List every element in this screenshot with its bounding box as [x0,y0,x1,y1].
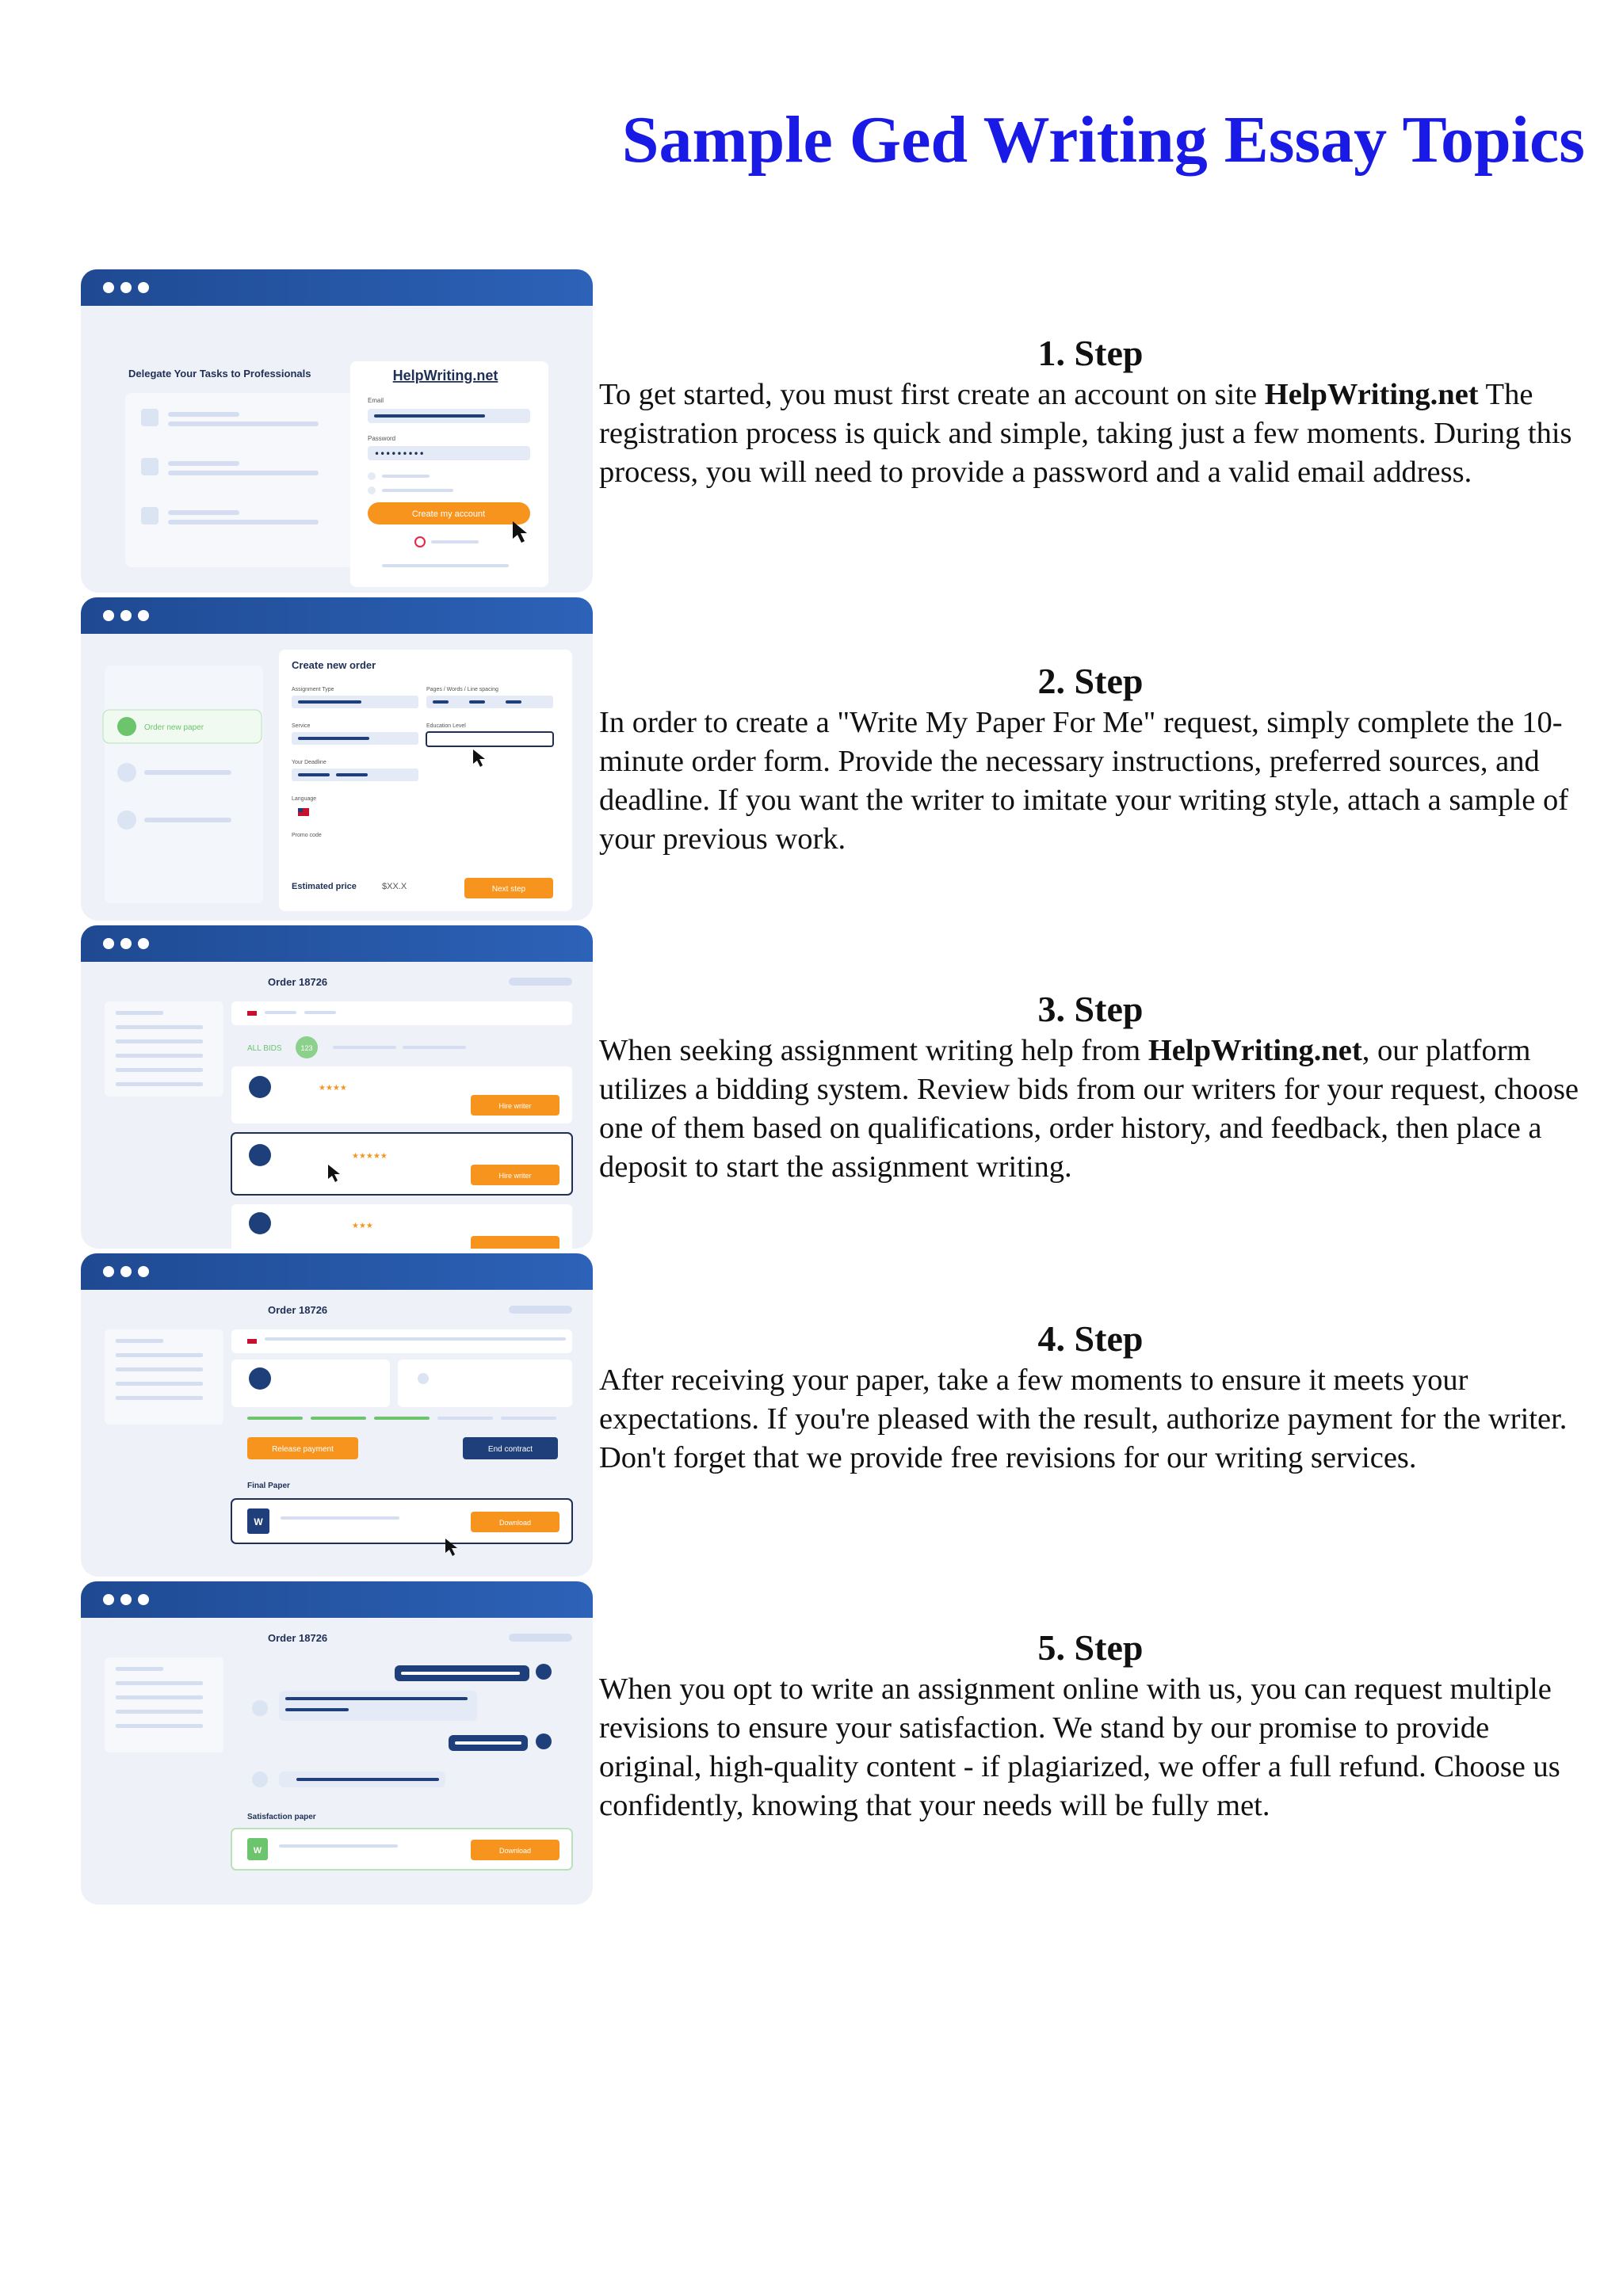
brand-link[interactable]: HelpWriting.net [1148,1034,1362,1067]
bids-order: Order 18726 [268,976,328,988]
svg-text:Release payment: Release payment [272,1445,334,1454]
chat-screenshot [81,1581,593,1905]
svg-text:End contract: End contract [487,1445,533,1454]
login-heading: Delegate Your Tasks to Professionals [128,368,311,379]
create-account-label: Create my account [411,509,486,519]
svg-text:W: W [253,1846,262,1855]
svg-text:Promo code: Promo code [292,833,322,838]
education-select[interactable] [426,732,553,746]
page-title: Sample Ged Writing Essay Topics [621,103,1585,177]
window-bar [81,597,593,634]
avatar [536,1733,552,1749]
window-bar [81,269,593,306]
svg-text:Assignment Type: Assignment Type [292,687,334,692]
order-form-illustration [81,634,593,921]
window-bar [81,925,593,962]
svg-text:Estimated price: Estimated price [292,882,357,891]
svg-text:Language: Language [292,796,317,802]
svg-text:W: W [254,1516,263,1527]
svg-text:Your Deadline: Your Deadline [292,760,327,765]
bids-screenshot [81,925,593,1249]
step-heading: 2. Step [1037,661,1144,701]
step-text: When seeking assignment writing help from HelpWriting.net, our platform utilizes a bidding system. Review bids from our writers for your request, choose one of them based on qualifications, order history, and feedback, then place a deposit to start the assignment writing. [599,1034,1579,1184]
step-heading: 3. Step [1037,989,1144,1029]
step-text: After receiving your paper, take a few moments to ensure it meets your expectations. If you're pleased with the result, authorize payment for the writer. Don't forget that we provide free revisions for our writing services. [599,1363,1568,1474]
step-3 [599,987,1582,1187]
svg-text:Hire writer: Hire writer [498,1102,532,1110]
svg-text:★★★★★: ★★★★★ [352,1152,388,1161]
window-bar [81,1581,593,1618]
svg-text:Education Level: Education Level [426,723,466,729]
password-mask: ••••••••• [374,448,425,460]
svg-text:Service: Service [292,723,311,729]
svg-text:Order 18726: Order 18726 [268,1304,328,1316]
svg-text:Next step: Next step [491,885,526,894]
step-text: In order to create a "Write My Paper For Me" request, simply complete the 10-minute order form. Provide the necessary instructions, preferred sources, and deadline. If you want the writer to imitate your writing style, attach a sample of your previous work. [599,706,1569,856]
step-text: To get started, you must first create an account on site HelpWriting.net The registration process is quick and simple, taking just a few moments. During this process, you will need to provide a password and a valid email address. [599,378,1572,489]
delivery-screenshot [81,1253,593,1577]
svg-text:Final Paper: Final Paper [247,1482,290,1490]
avatar [249,1076,271,1098]
chat-illustration [81,1618,593,1905]
svg-text:★★★★: ★★★★ [319,1084,347,1093]
email-label: Email [368,397,384,404]
avatar [249,1144,271,1166]
order-form-screenshot [81,597,593,921]
order-side-item: Order new paper [144,723,204,732]
step-heading: 1. Step [1037,333,1144,373]
login-screenshot [81,269,593,593]
svg-text:Order 18726: Order 18726 [268,1632,328,1644]
svg-text:ALL BIDS: ALL BIDS [247,1044,282,1053]
svg-text:Download: Download [498,1847,532,1855]
login-brand: HelpWriting.net [392,368,498,383]
svg-text:Pages / Words / Line spacing: Pages / Words / Line spacing [426,687,498,692]
bids-illustration [81,962,593,1249]
password-label: Password [368,435,396,442]
avatar [249,1212,271,1234]
svg-text:Download: Download [498,1519,532,1527]
order-heading: Create new order [292,659,376,671]
avatar [249,1367,271,1390]
svg-text:★★★: ★★★ [352,1222,373,1230]
svg-text:Hire writer: Hire writer [498,1172,532,1180]
step-2 [599,659,1582,859]
step-4 [599,1317,1582,1478]
step-1 [599,331,1582,492]
avatar [536,1664,552,1680]
svg-text:123: 123 [300,1044,313,1052]
svg-text:Satisfaction paper: Satisfaction paper [247,1813,316,1821]
delivery-illustration [81,1290,593,1577]
brand-link[interactable]: HelpWriting.net [1264,378,1479,411]
step-heading: 4. Step [1037,1318,1144,1359]
login-illustration [81,306,593,593]
step-text: When you opt to write an assignment online with us, you can request multiple revisions to ensure your satisfaction. We stand by our promise to provide original, high-quality content - if plagiarized, we offer a full refund. Choose us confidently, knowing that your needs will be fully met. [599,1672,1560,1822]
svg-text:$XX.X: $XX.X [382,882,407,891]
step-heading: 5. Step [1037,1627,1144,1668]
step-5 [599,1626,1582,1825]
window-bar [81,1253,593,1290]
